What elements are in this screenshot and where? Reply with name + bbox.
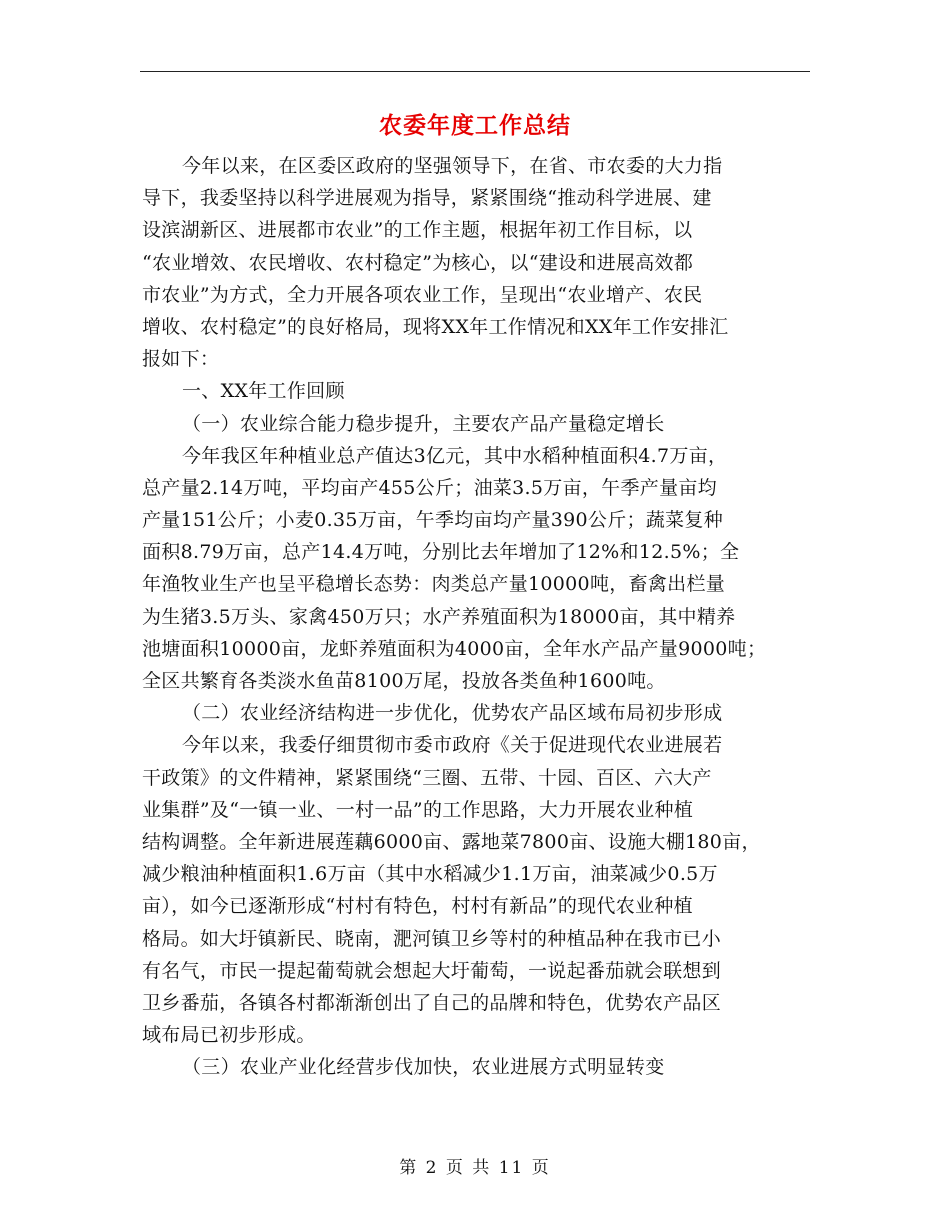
document-title: 农委年度工作总结 xyxy=(379,112,571,139)
body-line: 今年以来，在区委区政府的坚强领导下，在省、市农委的大力指 xyxy=(182,155,723,177)
body-line: （一）农业综合能力稳步提升，主要农产品产量稳定增长 xyxy=(182,412,665,435)
page-number: 第 2 页 共 11 页 xyxy=(399,1158,551,1178)
body-line: 市农业”为方式，全力开展各项农业工作，呈现出“农业增产、农民 xyxy=(142,283,703,306)
header-rule xyxy=(140,71,810,72)
body-line: 产量151公斤；小麦0.35万亩，午季均亩均产量390公斤；蔬菜复种 xyxy=(142,509,724,532)
body-line: （三）农业产业化经营步伐加快，农业进展方式明显转变 xyxy=(182,1056,665,1079)
body-line: 年渔牧业生产也呈平稳增长态势：肉类总产量10000吨，畜禽出栏量 xyxy=(142,573,726,596)
body-line: 减少粮油种植面积1.6万亩（其中水稻减少1.1万亩，油菜减少0.5万 xyxy=(142,863,718,886)
body-line: 池塘面积10000亩，龙虾养殖面积为4000亩，全年水产品产量9000吨； xyxy=(142,637,767,660)
body-line: 亩），如今已逐渐形成“村村有特色，村村有新品”的现代农业种植 xyxy=(142,895,693,918)
body-line: 格局。如大圩镇新民、晓南，淝河镇卫乡等村的种植品种在我市已小 xyxy=(142,927,722,950)
body-line: 全区共繁育各类淡水鱼苗8100万尾，投放各类鱼种1600吨。 xyxy=(142,670,666,692)
body-line: 设滨湖新区、进展都市农业”的工作主题，根据年初工作目标，以 xyxy=(142,219,693,242)
body-line: 有名气，市民一提起葡萄就会想起大圩葡萄，一说起番茄就会联想到 xyxy=(142,959,722,982)
body-line: “农业增效、农民增收、农村稳定”为核心，以“建设和进展高效都 xyxy=(142,251,694,274)
body-line: 增收、农村稳定”的良好格局，现将XX年工作情况和XX年工作安排汇 xyxy=(142,315,729,338)
body-line: 业集群”及“一镇一业、一村一品”的工作思路，大力开展农业种植 xyxy=(142,798,694,821)
body-line: 面积8.79万亩，总产14.4万吨，分别比去年增加了12%和12.5%；全 xyxy=(142,541,740,564)
body-line: 今年我区年种植业总产值达3亿元，其中水稻种植面积4.7万亩， xyxy=(182,444,728,467)
body-line: 结构调整。全年新进展莲藕6000亩、露地菜7800亩、设施大棚180亩， xyxy=(142,830,761,853)
body-line: 卫乡番茄，各镇各村都渐渐创出了自己的品牌和特色，优势农产品区 xyxy=(142,991,722,1014)
body-line: 报如下： xyxy=(142,348,220,371)
body-line: 今年以来，我委仔细贯彻市委市政府《关于促进现代农业进展若 xyxy=(182,734,723,757)
body-line: 干政策》的文件精神，紧紧围绕“三圈、五带、十园、百区、六大产 xyxy=(142,766,712,789)
body-line: 为生猪3.5万头、家禽450万只；水产养殖面积为18000亩，其中精养 xyxy=(142,605,736,628)
body-line: （二）农业经济结构进一步优化，优势农产品区域布局初步形成 xyxy=(182,702,723,725)
body-line: 总产量2.14万吨，平均亩产455公斤；油菜3.5万亩，午季产量亩均 xyxy=(142,476,717,499)
body-line: 一、XX年工作回顾 xyxy=(182,380,345,403)
body-line: 域布局已初步形成。 xyxy=(142,1024,316,1047)
document-body xyxy=(142,150,812,1083)
body-line: 导下，我委坚持以科学进展观为指导，紧紧围绕“推动科学进展、建 xyxy=(142,187,712,210)
